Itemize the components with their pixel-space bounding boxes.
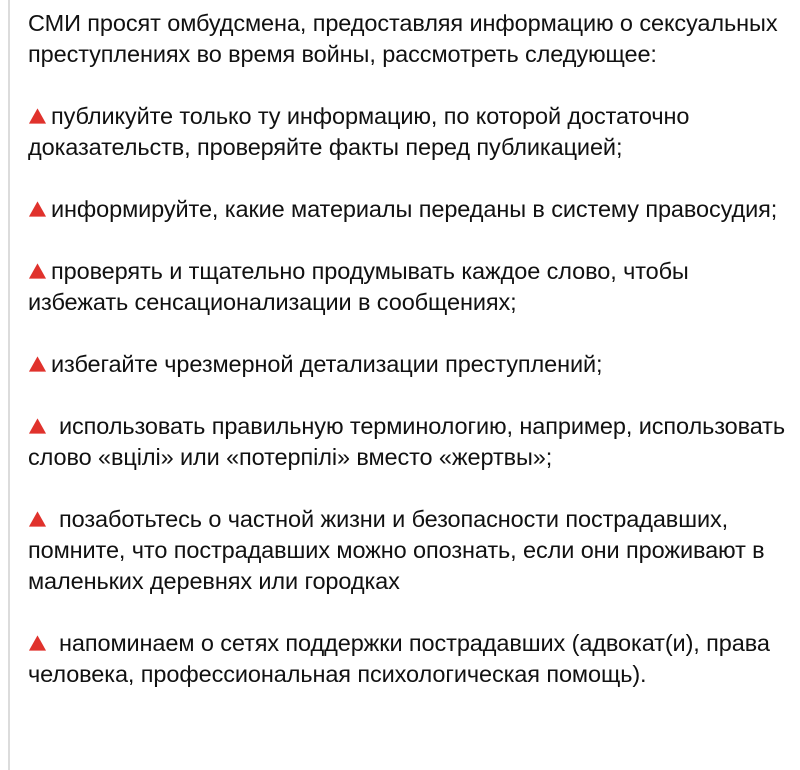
list-item (28, 504, 786, 597)
quote-rule (8, 0, 10, 770)
red-triangle-icon (28, 634, 47, 652)
list-item-text: публикуйте только ту информацию, по которой достаточно доказательств, проверяйте факты перед публикацией; (28, 103, 690, 160)
red-triangle-icon (28, 262, 47, 280)
red-triangle-icon (28, 417, 47, 435)
list-item-text: позаботьтесь о частной жизни и безопасности пострадавших, помните, что пострадавших можно опознать, если они проживают в маленьких деревнях или городках (28, 506, 765, 594)
red-triangle-icon (28, 107, 47, 125)
red-triangle-icon (28, 200, 47, 218)
red-triangle-icon (28, 355, 47, 373)
list-item-text: использовать правильную терминологию, например, использовать слово «вцілі» или «потерпілі» вместо «жертвы»; (28, 413, 785, 470)
list-item-text: информируйте, какие материалы переданы в систему правосудия; (51, 196, 778, 222)
list-item-text: избегайте чрезмерной детализации преступлений; (51, 351, 603, 377)
list-item (28, 194, 786, 225)
list-item (28, 411, 786, 473)
red-triangle-icon (28, 510, 47, 528)
list-item-text: напоминаем о сетях поддержки пострадавших (адвокат(и), права человека, профессиональная психологическая помощь). (28, 630, 770, 687)
list-item (28, 349, 786, 380)
list-item-text: проверять и тщательно продумывать каждое слово, чтобы избежать сенсационализации в сообщениях; (28, 258, 689, 315)
list-item (28, 628, 786, 690)
list-item (28, 256, 786, 318)
message-intro: СМИ просят омбудсмена, предоставляя информацию о сексуальных преступлениях во время войны, рассмотреть следующее: (28, 10, 778, 67)
list-item (28, 101, 786, 163)
